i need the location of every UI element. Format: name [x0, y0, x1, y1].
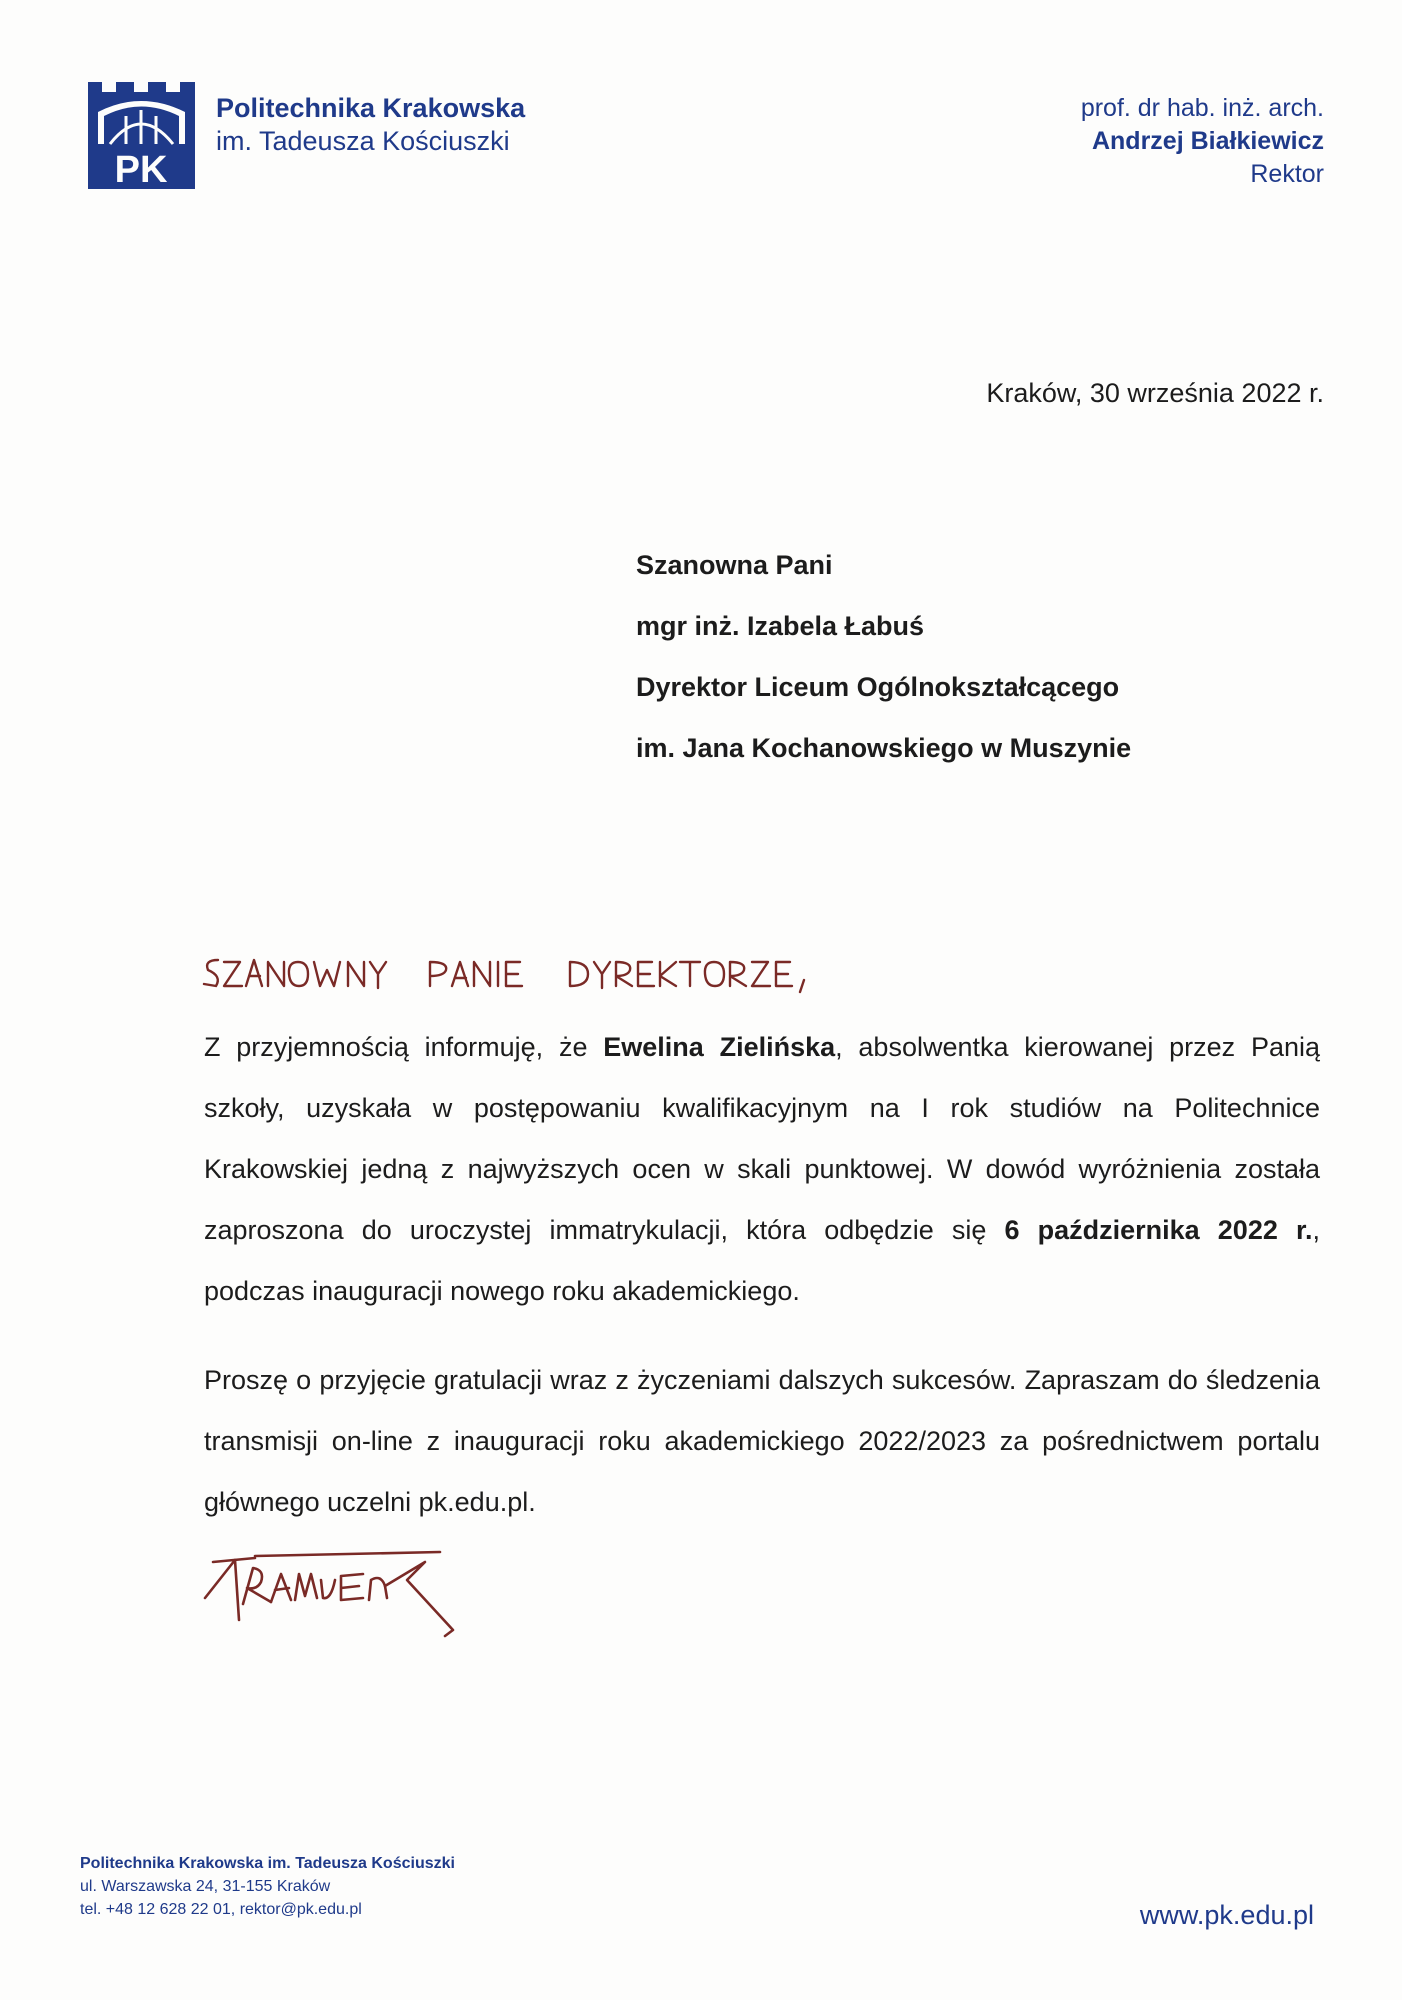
- handwritten-signature: [195, 1540, 525, 1650]
- letterhead-sender: [1081, 92, 1324, 191]
- student-name: Ewelina Zielińska: [603, 1032, 836, 1062]
- rector-title: prof. dr hab. inż. arch.: [1080, 94, 1324, 122]
- body-text: Z przyjemnością informuję, że: [204, 1032, 604, 1062]
- rector-name: Andrzej Białkiewicz: [1091, 127, 1324, 155]
- body-text: , absolwentka kierowanej przez Panią szkoły, uzyskała w postępowaniu kwalifikacyjnym na I rok studiów na Politechnice Krakowskiej jedną z najwyższych ocen w skali punktowej. W dowód wyróżnienia została zaproszona do uroczystej immatrykulacji, która odbędzie się: [204, 1032, 1320, 1245]
- footer-org-name: Politechnika Krakowska im. Tadeusza Kościuszki: [80, 1855, 455, 1872]
- ceremony-date: 6 października 2022 r.: [1004, 1215, 1313, 1245]
- body-paragraph-1: [204, 1017, 1320, 1322]
- letter-date: Kraków, 30 września 2022 r.: [986, 378, 1324, 408]
- body-paragraph-2: [204, 1350, 1320, 1533]
- addressee-block: [636, 535, 1131, 779]
- body-text: Proszę o przyjęcie gratulacji wraz z życzeniami dalszych sukcesów. Zapraszam do śledzenia transmisji on-line z inauguracji roku akademickiego 2022/2023 za pośrednictwem portalu głównego uczelni pk.edu.pl.: [204, 1365, 1320, 1517]
- addressee-line: mgr inż. Izabela Łabuś: [636, 611, 925, 641]
- footer-contact-line: tel. +48 12 628 22 01, rektor@pk.edu.pl: [80, 1901, 362, 1918]
- university-logo-icon: [88, 82, 195, 189]
- footer-website-link[interactable]: www.pk.edu.pl: [1139, 1900, 1314, 1930]
- addressee-line: Szanowna Pani: [636, 550, 833, 580]
- footer-address: ul. Warszawska 24, 31-155 Kraków: [80, 1878, 331, 1895]
- handwritten-greeting: [200, 950, 1000, 995]
- body-text: , podczas inauguracji nowego roku akademickiego.: [204, 1215, 1320, 1306]
- org-patron: im. Tadeusza Kościuszki: [216, 126, 510, 156]
- letterhead-organization: [216, 92, 525, 158]
- logo-letters: PK: [114, 149, 168, 189]
- org-name: Politechnika Krakowska: [216, 93, 526, 123]
- addressee-line: Dyrektor Liceum Ogólnokształcącego: [636, 672, 1120, 702]
- rector-role: Rektor: [1250, 160, 1324, 188]
- addressee-line: im. Jana Kochanowskiego w Muszynie: [636, 733, 1132, 763]
- footer-contact: [80, 1852, 455, 1921]
